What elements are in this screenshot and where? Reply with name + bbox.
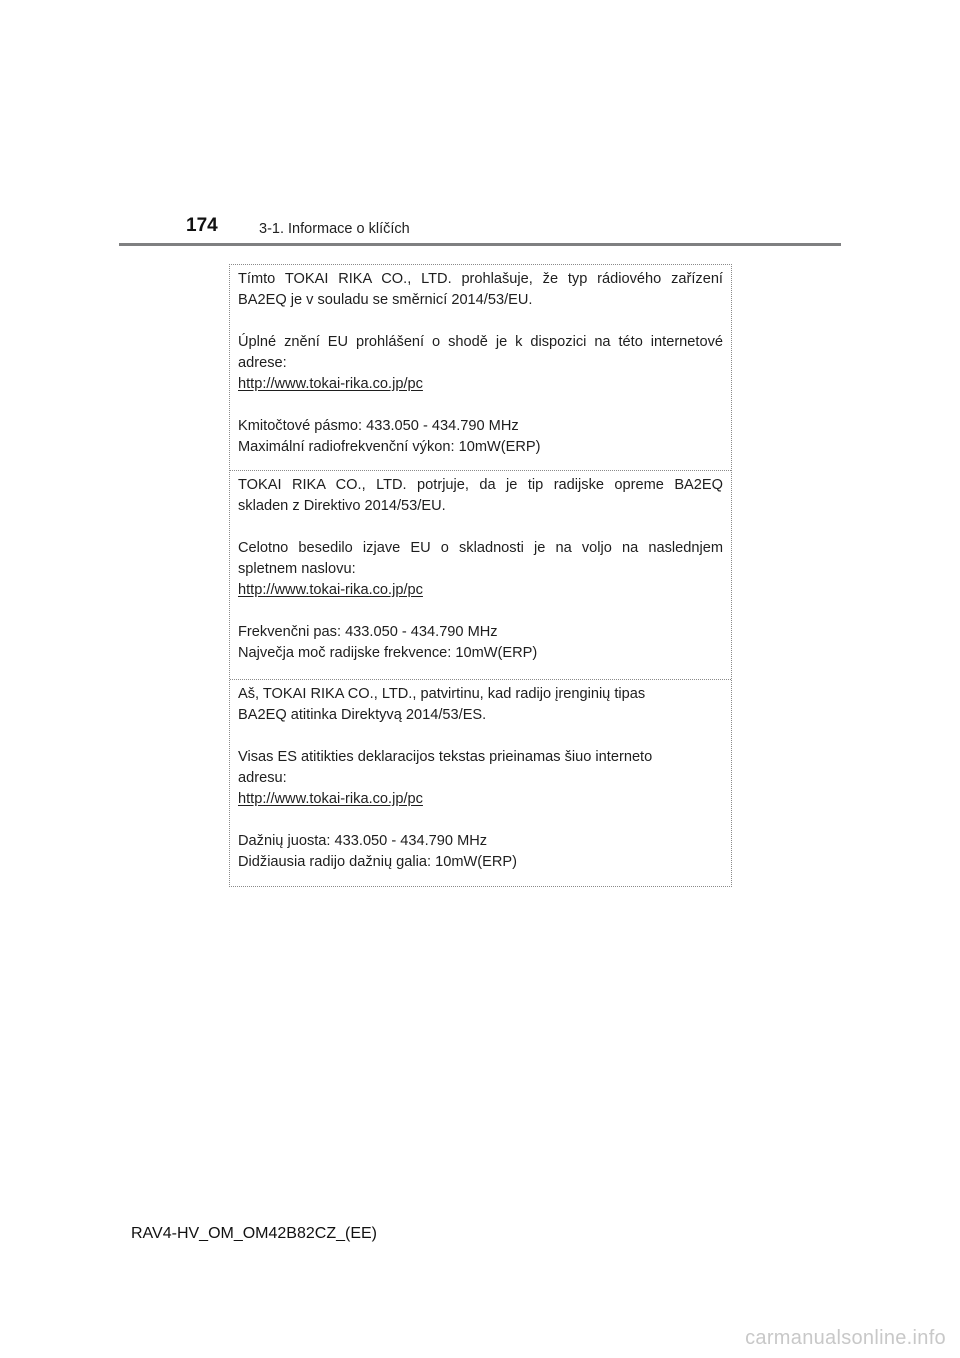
- fulltext-line: adrese:: [238, 355, 287, 371]
- page-number: 174: [186, 215, 218, 236]
- notice-block-slovenian: [230, 470, 731, 679]
- fulltext-line: Úplné znění EU prohlášení o shodě je k dispozici na této internetové: [238, 334, 723, 350]
- fulltext-line: spletnem naslovu:: [238, 561, 356, 577]
- header-rule: [119, 243, 841, 246]
- footer-document-code: RAV4-HV_OM_OM42B82CZ_(EE): [131, 1225, 377, 1242]
- declaration-line: Tímto TOKAI RIKA CO., LTD. prohlašuje, že typ rádiového zařízení: [238, 271, 723, 287]
- frequency-band-text: Frekvenčni pas: 433.050 - 434.790 MHz: [238, 624, 498, 640]
- declaration-line: BA2EQ je v souladu se směrnicí 2014/53/EU.: [238, 292, 533, 308]
- declaration-line: BA2EQ atitinka Direktyvą 2014/53/ES.: [238, 707, 487, 723]
- section-title: 3-1. Informace o klíčích: [259, 221, 410, 237]
- max-power-text: Didžiausia radijo dažnių galia: 10mW(ERP): [238, 854, 518, 870]
- declaration-url-link[interactable]: http://www.tokai-rika.co.jp/pc: [238, 582, 423, 598]
- fulltext-line: Celotno besedilo izjave EU o skladnosti je na voljo na naslednjem: [238, 540, 723, 556]
- fulltext-paragraph: [238, 538, 723, 601]
- specs-paragraph: [238, 622, 723, 664]
- max-power-text: Maximální radiofrekvenční výkon: 10mW(ERP): [238, 439, 541, 455]
- declaration-line: skladen z Direktivo 2014/53/EU.: [238, 498, 446, 514]
- max-power-text: Največja moč radijske frekvence: 10mW(ERP): [238, 645, 538, 661]
- specs-paragraph: [238, 831, 723, 873]
- notice-block-lithuanian: [230, 679, 731, 886]
- declaration-paragraph: [238, 269, 723, 311]
- fulltext-line: Visas ES atitikties deklaracijos tekstas prieinamas šiuo interneto: [238, 749, 653, 765]
- declaration-line: TOKAI RIKA CO., LTD. potrjuje, da je tip radijske opreme BA2EQ: [238, 477, 723, 493]
- fulltext-line: adresu:: [238, 770, 287, 786]
- declaration-paragraph: [238, 684, 723, 726]
- notice-block-czech: [230, 265, 731, 470]
- notice-table: [229, 264, 732, 887]
- frequency-band-text: Kmitočtové pásmo: 433.050 - 434.790 MHz: [238, 418, 519, 434]
- fulltext-paragraph: [238, 747, 723, 810]
- declaration-url-link[interactable]: http://www.tokai-rika.co.jp/pc: [238, 376, 423, 392]
- declaration-url-link[interactable]: http://www.tokai-rika.co.jp/pc: [238, 791, 423, 807]
- specs-paragraph: [238, 416, 723, 458]
- declaration-paragraph: [238, 475, 723, 517]
- declaration-line: Aš, TOKAI RIKA CO., LTD., patvirtinu, kad radijo įrenginių tipas: [238, 686, 646, 702]
- watermark: carmanualsonline.info: [745, 1327, 946, 1349]
- frequency-band-text: Dažnių juosta: 433.050 - 434.790 MHz: [238, 833, 488, 849]
- fulltext-paragraph: [238, 332, 723, 395]
